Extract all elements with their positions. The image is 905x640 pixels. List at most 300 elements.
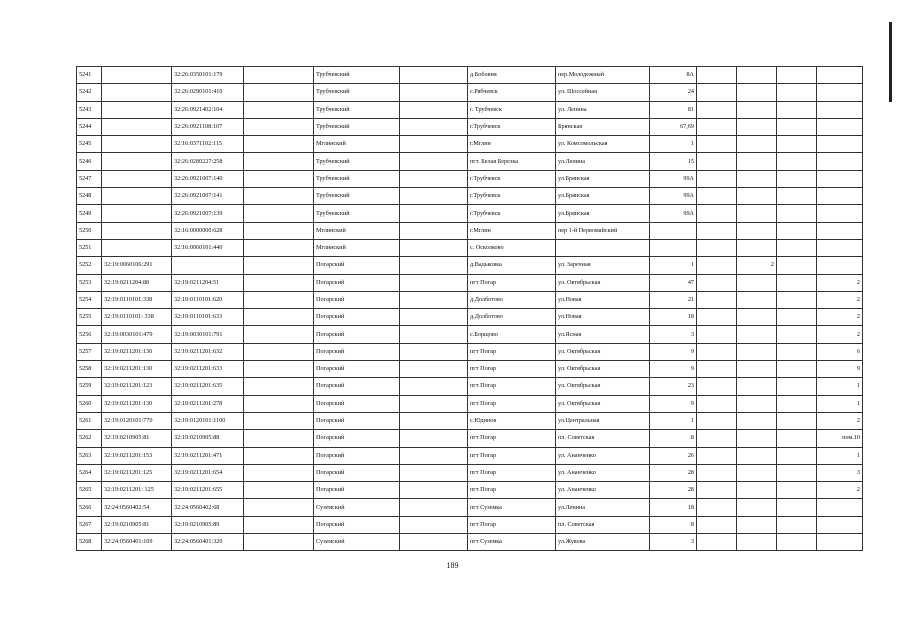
district-cell: Трубчевский	[314, 101, 400, 118]
blank-cell	[244, 257, 314, 274]
extra-cell	[697, 482, 737, 499]
cadastral-number-cell: 32:24:0560402:54	[102, 499, 172, 516]
extra-cell	[777, 430, 817, 447]
cadastral-number-2-cell: 32:24:0560401:320	[172, 534, 244, 551]
house-number-cell: 28	[650, 482, 697, 499]
row-number-cell: 5255	[77, 309, 102, 326]
cadastral-number-cell	[102, 239, 172, 256]
cadastral-number-cell	[102, 205, 172, 222]
street-cell: ул. Октябрьская	[556, 274, 650, 291]
settlement-cell: с. Осколково	[468, 239, 556, 256]
cadastral-number-2-cell: 32:19:0211201:471	[172, 447, 244, 464]
unit-cell: 1	[817, 447, 863, 464]
cadastral-number-cell: 32:19:0211201: 125	[102, 482, 172, 499]
row-number-cell: 5253	[77, 274, 102, 291]
cadastral-number-2-cell: 32:26:0350101:179	[172, 67, 244, 84]
row-number-cell: 5260	[77, 395, 102, 412]
blank-cell	[244, 326, 314, 343]
cadastral-number-cell: 32:19:0211201:130	[102, 361, 172, 378]
row-number-cell: 5244	[77, 118, 102, 135]
extra-cell: 2	[737, 257, 777, 274]
extra-cell	[697, 499, 737, 516]
table-row	[77, 257, 863, 274]
district-cell: Мглинский	[314, 222, 400, 239]
extra-cell	[697, 534, 737, 551]
extra-cell	[697, 378, 737, 395]
unit-cell	[817, 257, 863, 274]
blank-cell	[400, 170, 468, 187]
extra-cell	[737, 153, 777, 170]
row-number-cell: 5258	[77, 361, 102, 378]
street-cell: ул. Ананченко	[556, 482, 650, 499]
district-cell: Погарский	[314, 412, 400, 429]
extra-cell	[697, 430, 737, 447]
extra-cell	[737, 274, 777, 291]
blank-cell	[244, 309, 314, 326]
row-number-cell: 5261	[77, 412, 102, 429]
cadastral-number-2-cell: 32:19:0211204:51	[172, 274, 244, 291]
settlement-cell: г.Трубчевск	[468, 118, 556, 135]
blank-cell	[400, 309, 468, 326]
extra-cell	[777, 361, 817, 378]
cadastral-number-cell: 32:19:0211201:153	[102, 447, 172, 464]
unit-cell	[817, 101, 863, 118]
blank-cell	[400, 378, 468, 395]
extra-cell	[737, 291, 777, 308]
cadastral-number-cell	[102, 153, 172, 170]
extra-cell	[697, 343, 737, 360]
cadastral-number-2-cell	[172, 257, 244, 274]
district-cell: Погарский	[314, 395, 400, 412]
house-number-cell: 3	[650, 534, 697, 551]
page-number: 189	[446, 561, 459, 570]
unit-cell	[817, 534, 863, 551]
settlement-cell: д.Долботово	[468, 291, 556, 308]
cadastral-number-cell: 32:19:0110101:338	[102, 291, 172, 308]
settlement-cell: с.Юдинов	[468, 412, 556, 429]
row-number-cell: 5256	[77, 326, 102, 343]
extra-cell	[697, 136, 737, 153]
table-row	[77, 464, 863, 481]
unit-cell: 3	[817, 464, 863, 481]
blank-cell	[400, 395, 468, 412]
extra-cell	[737, 309, 777, 326]
extra-cell	[777, 499, 817, 516]
extra-cell	[737, 136, 777, 153]
house-number-cell: 9	[650, 343, 697, 360]
cadastral-number-2-cell: 32:19:0110101:620	[172, 291, 244, 308]
street-cell: ул.Ленина	[556, 153, 650, 170]
blank-cell	[400, 67, 468, 84]
extra-cell	[777, 257, 817, 274]
settlement-cell: пгт Суземка	[468, 534, 556, 551]
extra-cell	[697, 84, 737, 101]
street-cell: ул.Брянская	[556, 170, 650, 187]
extra-cell	[777, 188, 817, 205]
blank-cell	[400, 84, 468, 101]
extra-cell	[737, 118, 777, 135]
row-number-cell: 5262	[77, 430, 102, 447]
district-cell: Погарский	[314, 361, 400, 378]
house-number-cell: 9	[650, 395, 697, 412]
table-row	[77, 534, 863, 551]
house-number-cell: 1	[650, 412, 697, 429]
row-number-cell: 5254	[77, 291, 102, 308]
cadastral-number-2-cell: 32:19:0211201:278	[172, 395, 244, 412]
settlement-cell: с.Борщово	[468, 326, 556, 343]
extra-cell	[737, 361, 777, 378]
blank-cell	[400, 257, 468, 274]
cadastral-number-2-cell: 32:19:0211201:632	[172, 343, 244, 360]
cadastral-number-cell: 32:19:0211201:130	[102, 343, 172, 360]
unit-cell	[817, 205, 863, 222]
cadastral-number-cell	[102, 188, 172, 205]
blank-cell	[400, 430, 468, 447]
house-number-cell: 26	[650, 447, 697, 464]
table-row	[77, 222, 863, 239]
blank-cell	[400, 361, 468, 378]
settlement-cell: г.Трубчевск	[468, 170, 556, 187]
street-cell: ул.Новая	[556, 309, 650, 326]
cadastral-number-2-cell: 32:26:0290101:410	[172, 84, 244, 101]
cadastral-number-2-cell: 32:26:0921007:141	[172, 188, 244, 205]
extra-cell	[697, 274, 737, 291]
unit-cell	[817, 136, 863, 153]
cadastral-number-2-cell: 32:19:0211201:654	[172, 464, 244, 481]
street-cell: ул.Центральная	[556, 412, 650, 429]
extra-cell	[737, 499, 777, 516]
street-cell: ул. Октябрьская	[556, 343, 650, 360]
extra-cell	[737, 239, 777, 256]
settlement-cell: пгт Погар	[468, 447, 556, 464]
blank-cell	[400, 447, 468, 464]
settlement-cell: пгт Суземка	[468, 499, 556, 516]
extra-cell	[777, 447, 817, 464]
street-cell: ул.Новая	[556, 291, 650, 308]
table-row	[77, 499, 863, 516]
cadastral-number-2-cell: 32:16:0371102:115	[172, 136, 244, 153]
settlement-cell: пгт Погар	[468, 395, 556, 412]
registry-table-body	[77, 67, 863, 551]
extra-cell	[737, 101, 777, 118]
table-row	[77, 101, 863, 118]
unit-cell	[817, 118, 863, 135]
house-number-cell: 23	[650, 378, 697, 395]
cadastral-number-2-cell: 32:16:0000000:628	[172, 222, 244, 239]
blank-cell	[400, 101, 468, 118]
cadastral-number-cell: 32:19:0030101:479	[102, 326, 172, 343]
extra-cell	[737, 222, 777, 239]
table-row	[77, 118, 863, 135]
row-number-cell: 5263	[77, 447, 102, 464]
unit-cell	[817, 153, 863, 170]
blank-cell	[400, 153, 468, 170]
cadastral-number-cell: 32:19:0210905:81	[102, 516, 172, 533]
house-number-cell: 9	[650, 361, 697, 378]
blank-cell	[400, 136, 468, 153]
unit-cell	[817, 188, 863, 205]
blank-cell	[400, 291, 468, 308]
extra-cell	[697, 395, 737, 412]
district-cell: Погарский	[314, 343, 400, 360]
extra-cell	[737, 430, 777, 447]
unit-cell	[817, 516, 863, 533]
district-cell: Мглинский	[314, 136, 400, 153]
blank-cell	[244, 222, 314, 239]
blank-cell	[400, 222, 468, 239]
extra-cell	[777, 101, 817, 118]
settlement-cell: пгт Погар	[468, 343, 556, 360]
extra-cell	[697, 412, 737, 429]
extra-cell	[697, 153, 737, 170]
blank-cell	[244, 84, 314, 101]
street-cell: ул. Октябрьская	[556, 395, 650, 412]
unit-cell	[817, 239, 863, 256]
extra-cell	[697, 118, 737, 135]
blank-cell	[400, 464, 468, 481]
extra-cell	[777, 84, 817, 101]
settlement-cell: с.Рябчевск	[468, 84, 556, 101]
settlement-cell: г.Мглин	[468, 222, 556, 239]
street-cell: ул. Ананченко	[556, 464, 650, 481]
extra-cell	[697, 464, 737, 481]
extra-cell	[697, 291, 737, 308]
unit-cell: 2	[817, 309, 863, 326]
extra-cell	[737, 343, 777, 360]
scan-edge-mark	[889, 22, 892, 102]
row-number-cell: 5267	[77, 516, 102, 533]
cadastral-number-cell	[102, 170, 172, 187]
extra-cell	[737, 205, 777, 222]
district-cell: Погарский	[314, 309, 400, 326]
row-number-cell: 5265	[77, 482, 102, 499]
blank-cell	[400, 188, 468, 205]
house-number-cell: 18	[650, 499, 697, 516]
settlement-cell: пгт Погар	[468, 516, 556, 533]
district-cell: Трубчевский	[314, 170, 400, 187]
settlement-cell: пгт Погар	[468, 430, 556, 447]
table-row	[77, 67, 863, 84]
district-cell: Трубчевский	[314, 188, 400, 205]
extra-cell	[777, 239, 817, 256]
street-cell: ул.Ленина	[556, 499, 650, 516]
row-number-cell: 5248	[77, 188, 102, 205]
street-cell: ул.Ясная	[556, 326, 650, 343]
row-number-cell: 5266	[77, 499, 102, 516]
extra-cell	[737, 447, 777, 464]
extra-cell	[777, 153, 817, 170]
table-row	[77, 84, 863, 101]
table-row	[77, 378, 863, 395]
cadastral-number-2-cell: 32:19:0110101:633	[172, 309, 244, 326]
settlement-cell: г.Трубчевск	[468, 188, 556, 205]
extra-cell	[777, 274, 817, 291]
extra-cell	[777, 516, 817, 533]
row-number-cell: 5245	[77, 136, 102, 153]
blank-cell	[244, 430, 314, 447]
blank-cell	[244, 464, 314, 481]
district-cell: Погарский	[314, 430, 400, 447]
district-cell: Суземский	[314, 499, 400, 516]
street-cell: ул.Жукова	[556, 534, 650, 551]
house-number-cell: 99А	[650, 170, 697, 187]
blank-cell	[244, 136, 314, 153]
unit-cell: 1	[817, 395, 863, 412]
extra-cell	[737, 482, 777, 499]
blank-cell	[244, 412, 314, 429]
house-number-cell: 18	[650, 309, 697, 326]
blank-cell	[400, 499, 468, 516]
extra-cell	[737, 395, 777, 412]
blank-cell	[400, 326, 468, 343]
blank-cell	[244, 170, 314, 187]
table-row	[77, 343, 863, 360]
blank-cell	[400, 239, 468, 256]
extra-cell	[697, 326, 737, 343]
row-number-cell: 5241	[77, 67, 102, 84]
street-cell: ул. Комсомольская	[556, 136, 650, 153]
extra-cell	[737, 170, 777, 187]
extra-cell	[777, 326, 817, 343]
extra-cell	[777, 291, 817, 308]
extra-cell	[737, 412, 777, 429]
extra-cell	[777, 222, 817, 239]
cadastral-number-2-cell: 32:24:0560402:68	[172, 499, 244, 516]
street-cell: пл. Советская	[556, 430, 650, 447]
blank-cell	[244, 343, 314, 360]
cadastral-number-cell: 32:19:0210905:81	[102, 430, 172, 447]
extra-cell	[777, 309, 817, 326]
district-cell: Мглинский	[314, 239, 400, 256]
house-number-cell: 28	[650, 464, 697, 481]
house-number-cell: 99А	[650, 205, 697, 222]
table-row	[77, 361, 863, 378]
settlement-cell: д.Долботово	[468, 309, 556, 326]
street-cell: ул.Брянская	[556, 188, 650, 205]
extra-cell	[697, 239, 737, 256]
extra-cell	[697, 257, 737, 274]
blank-cell	[244, 516, 314, 533]
blank-cell	[400, 205, 468, 222]
unit-cell: 1	[817, 378, 863, 395]
district-cell: Погарский	[314, 326, 400, 343]
house-number-cell: 47	[650, 274, 697, 291]
row-number-cell: 5243	[77, 101, 102, 118]
settlement-cell: д.Бобовня	[468, 67, 556, 84]
cadastral-number-2-cell: 32:26:0280227:258	[172, 153, 244, 170]
house-number-cell	[650, 239, 697, 256]
blank-cell	[244, 239, 314, 256]
table-row	[77, 516, 863, 533]
extra-cell	[737, 188, 777, 205]
table-row	[77, 412, 863, 429]
unit-cell	[817, 499, 863, 516]
cadastral-number-2-cell: 32:19:0211201:633	[172, 361, 244, 378]
unit-cell: 2	[817, 274, 863, 291]
settlement-cell: пгт Погар	[468, 274, 556, 291]
blank-cell	[400, 118, 468, 135]
table-row	[77, 188, 863, 205]
unit-cell: 2	[817, 482, 863, 499]
street-cell: ул. Шоссейная	[556, 84, 650, 101]
cadastral-number-cell: 32:19:0211201:123	[102, 378, 172, 395]
cadastral-number-cell	[102, 84, 172, 101]
cadastral-number-2-cell: 32:26:0921007:139	[172, 205, 244, 222]
cadastral-number-2-cell: 32:26:0921108:107	[172, 118, 244, 135]
settlement-cell: пгт. Белая Березка	[468, 153, 556, 170]
table-row	[77, 239, 863, 256]
extra-cell	[777, 343, 817, 360]
table-row	[77, 136, 863, 153]
extra-cell	[697, 447, 737, 464]
house-number-cell: 8А	[650, 67, 697, 84]
unit-cell	[817, 67, 863, 84]
blank-cell	[244, 447, 314, 464]
row-number-cell: 5247	[77, 170, 102, 187]
house-number-cell: 24	[650, 84, 697, 101]
district-cell: Трубчевский	[314, 153, 400, 170]
extra-cell	[697, 205, 737, 222]
table-row	[77, 482, 863, 499]
district-cell: Погарский	[314, 274, 400, 291]
blank-cell	[244, 378, 314, 395]
extra-cell	[777, 464, 817, 481]
settlement-cell: пгт Погар	[468, 378, 556, 395]
extra-cell	[777, 136, 817, 153]
cadastral-number-cell	[102, 67, 172, 84]
blank-cell	[244, 395, 314, 412]
cadastral-number-cell	[102, 118, 172, 135]
blank-cell	[400, 516, 468, 533]
cadastral-number-cell: 32:19:0120101:770	[102, 412, 172, 429]
row-number-cell: 5242	[77, 84, 102, 101]
extra-cell	[777, 395, 817, 412]
table-row	[77, 447, 863, 464]
table-row	[77, 309, 863, 326]
extra-cell	[697, 309, 737, 326]
district-cell: Погарский	[314, 464, 400, 481]
house-number-cell: 15	[650, 153, 697, 170]
unit-cell: пом.10	[817, 430, 863, 447]
district-cell: Погарский	[314, 447, 400, 464]
district-cell: Погарский	[314, 378, 400, 395]
blank-cell	[244, 274, 314, 291]
table-row	[77, 205, 863, 222]
unit-cell: 2	[817, 412, 863, 429]
district-cell: Трубчевский	[314, 84, 400, 101]
house-number-cell: 8	[650, 430, 697, 447]
district-cell: Погарский	[314, 257, 400, 274]
extra-cell	[777, 205, 817, 222]
district-cell: Трубчевский	[314, 205, 400, 222]
extra-cell	[737, 516, 777, 533]
street-cell: ул.Брянская	[556, 205, 650, 222]
blank-cell	[244, 188, 314, 205]
table-row	[77, 153, 863, 170]
blank-cell	[244, 67, 314, 84]
cadastral-number-cell: 32:19:0211204:88	[102, 274, 172, 291]
unit-cell	[817, 170, 863, 187]
street-cell: ул. Октябрьская	[556, 378, 650, 395]
row-number-cell: 5259	[77, 378, 102, 395]
settlement-cell: пгт Погар	[468, 482, 556, 499]
blank-cell	[400, 343, 468, 360]
extra-cell	[697, 67, 737, 84]
table-row	[77, 291, 863, 308]
settlement-cell: г.Трубчевск	[468, 205, 556, 222]
table-row	[77, 430, 863, 447]
blank-cell	[244, 118, 314, 135]
